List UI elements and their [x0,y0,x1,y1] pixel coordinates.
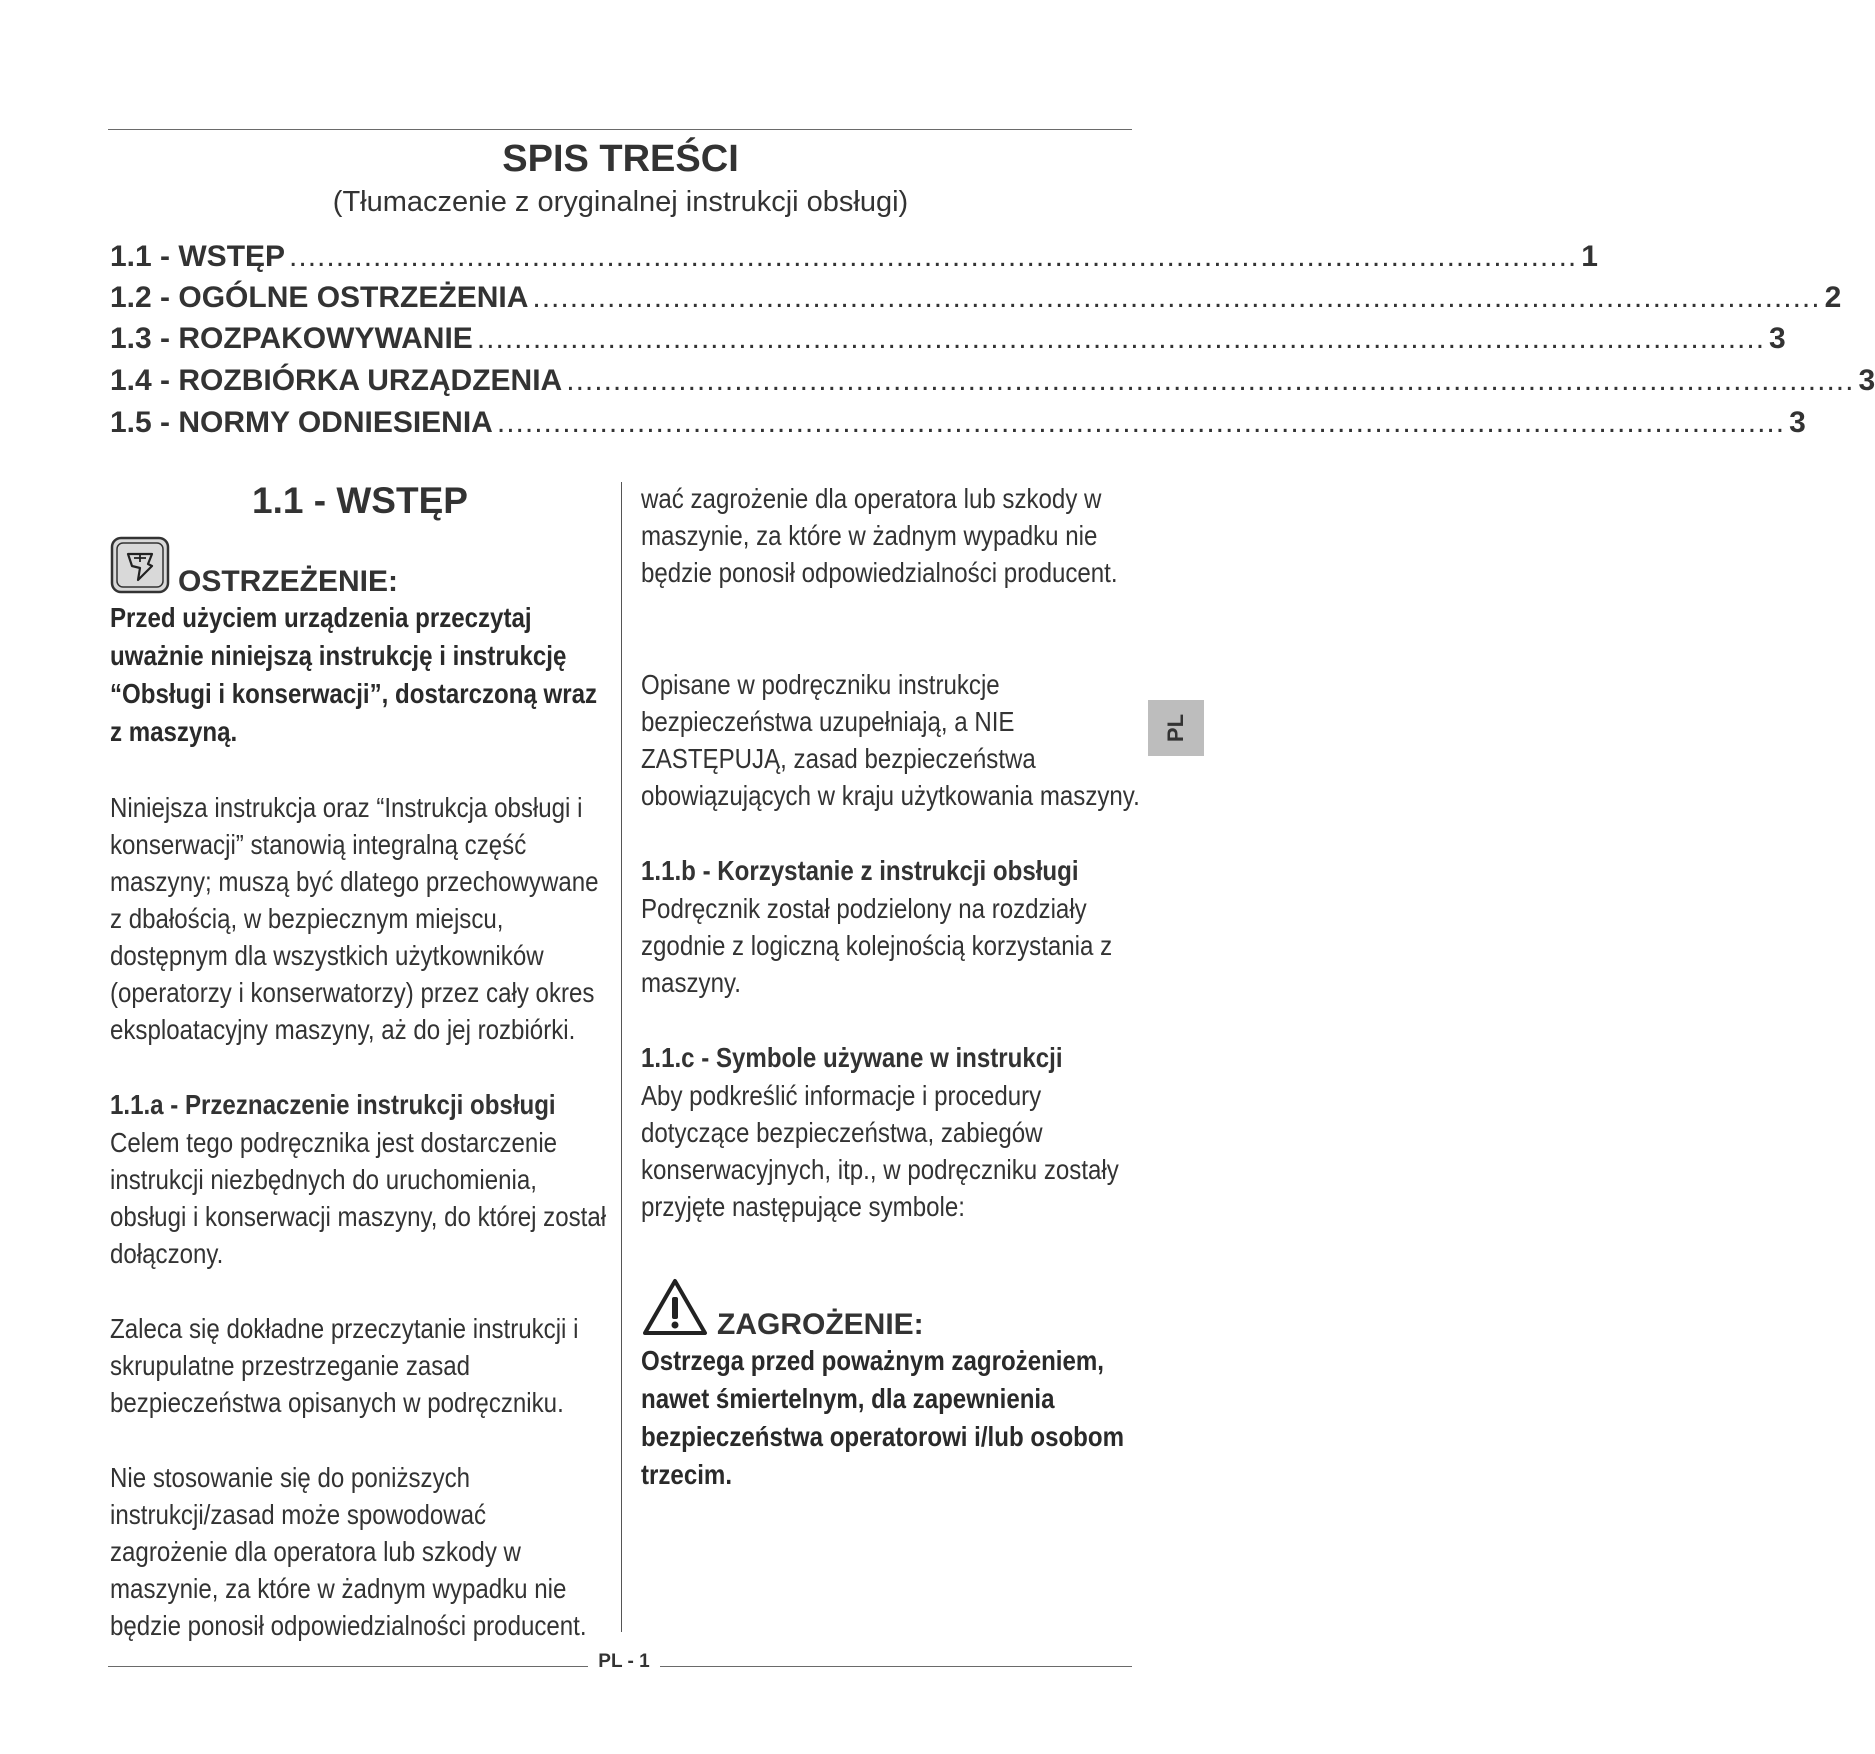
toc-title: SPIS TREŚCI [502,138,739,180]
right-column [641,480,1141,1494]
toc-leader-dots: .......................................................................................................................................... [476,322,1766,355]
read-manual-icon [110,536,170,599]
supplement-paragraph: Opisane w podręczniku instrukcje bezpieczeństwa uzupełniają, a NIE ZASTĘPUJĄ, zasad bezpieczeństwa obowiązujących w kraju użytkowania maszyny. [641,669,1140,811]
toc-entry-label: 1.5 - NORMY ODNIESIENIA [110,406,493,439]
subsection-a-text-3: Nie stosowanie się do poniższych instrukcji/zasad może spowodować zagrożenie dla operatora lub szkody w maszynie, za które w żadnym wypadku nie będzie ponosił odpowiedzialności producent. [110,1462,587,1641]
danger-heading: ZAGROŻENIE: [717,1308,924,1341]
warning-text: Przed użyciem urządzenia przeczytaj uważnie niniejszą instrukcję i instrukcję “Obsługi i konserwacji”, dostarczoną wraz z maszyną. [110,602,598,747]
language-tab-label: PL [1163,713,1188,743]
subsection-b-heading: 1.1.b - Korzystanie z instrukcji obsługi [641,855,1079,886]
toc-leader-dots: .......................................................................................................................................... [566,364,1855,397]
toc-entry[interactable] [110,240,1598,278]
subsection-a-text-2: Zaleca się dokładne przeczytanie instrukcji i skrupulatne przestrzeganie zasad bezpieczeństwa opisanych w podręczniku. [110,1313,579,1418]
toc-entry-page: 1 [1581,240,1598,273]
subsection-a-heading: 1.1.a - Przeznaczenie instrukcji obsługi [110,1089,556,1120]
toc-entry[interactable] [110,322,1786,360]
subsection-b-text: Podręcznik został podzielony na rozdziały zgodnie z logiczną kolejnością korzystania z maszyny. [641,893,1113,998]
toc-entry[interactable] [110,406,1806,444]
toc-entry[interactable] [110,364,1875,402]
column-divider [621,482,622,1632]
toc-entry-label: 1.1 - WSTĘP [110,240,286,273]
toc-leader-dots: .......................................................................................................................................... [289,240,1578,273]
warning-heading: OSTRZEŻENIE: [178,565,399,598]
toc-entry[interactable] [110,281,1842,319]
toc-entry-page: 3 [1769,322,1786,355]
warning-header [110,536,610,599]
toc-entry-page: 3 [1858,364,1875,397]
intro-paragraph: Niniejsza instrukcja oraz “Instrukcja obsługi i konserwacji” stanowią integralną część maszyny; muszą być dlatego przechowywane z dbałością, w bezpiecznym miejscu, dostępnym dla wszystkich użytkowników (operatorzy i konserwatorzy) przez cały okres eksploatacyjny maszyny, aż do jej rozbiórki. [110,792,599,1045]
danger-header [641,1277,1141,1342]
top-rule [108,129,1132,130]
footer-rule-left [108,1666,588,1667]
toc-entry-page: 2 [1824,281,1842,314]
danger-text: Ostrzega przed poważnym zagrożeniem, nawet śmiertelnym, dla zapewnienia bezpieczeństwa operatorowi i/lub osobom trzecim. [641,1345,1125,1490]
toc-entry-label: 1.4 - ROZBIÓRKA URZĄDZENIA [110,364,563,397]
section-heading: 1.1 - WSTĘP [252,480,468,521]
subsection-c-heading: 1.1.c - Symbole używane w instrukcji [641,1042,1063,1073]
footer-rule-right [660,1666,1132,1667]
page-number: PL - 1 [598,1651,650,1672]
continuation-note: wać zagrożenie dla operatora lub szkody w maszynie, za które w żadnym wypadku nie będzie ponosił odpowiedzialności producent. [641,483,1118,588]
toc-entry-label: 1.3 - ROZPAKOWYWANIE [110,322,473,355]
subsection-a-text: Celem tego podręcznika jest dostarczenie instrukcji niezbędnych do uruchomienia, obsługi i konserwacji maszyny, do której został dołączony. [110,1127,607,1269]
toc-leader-dots: .......................................................................................................................................... [532,281,1821,314]
left-column [110,480,610,1641]
warning-triangle-icon [641,1277,709,1342]
language-tab [1148,700,1204,756]
toc-entry-label: 1.2 - OGÓLNE OSTRZEŻENIA [110,281,529,314]
toc-entry-page: 3 [1789,406,1806,439]
subsection-c-text: Aby podkreślić informacje i procedury dotyczące bezpieczeństwa, zabiegów konserwacyjnych, itp., w podręczniku zostały przyjęte następujące symbole: [641,1080,1119,1222]
toc-subtitle: (Tłumaczenie z oryginalnej instrukcji obsługi) [332,186,909,218]
toc-leader-dots: .......................................................................................................................................... [496,406,1786,439]
